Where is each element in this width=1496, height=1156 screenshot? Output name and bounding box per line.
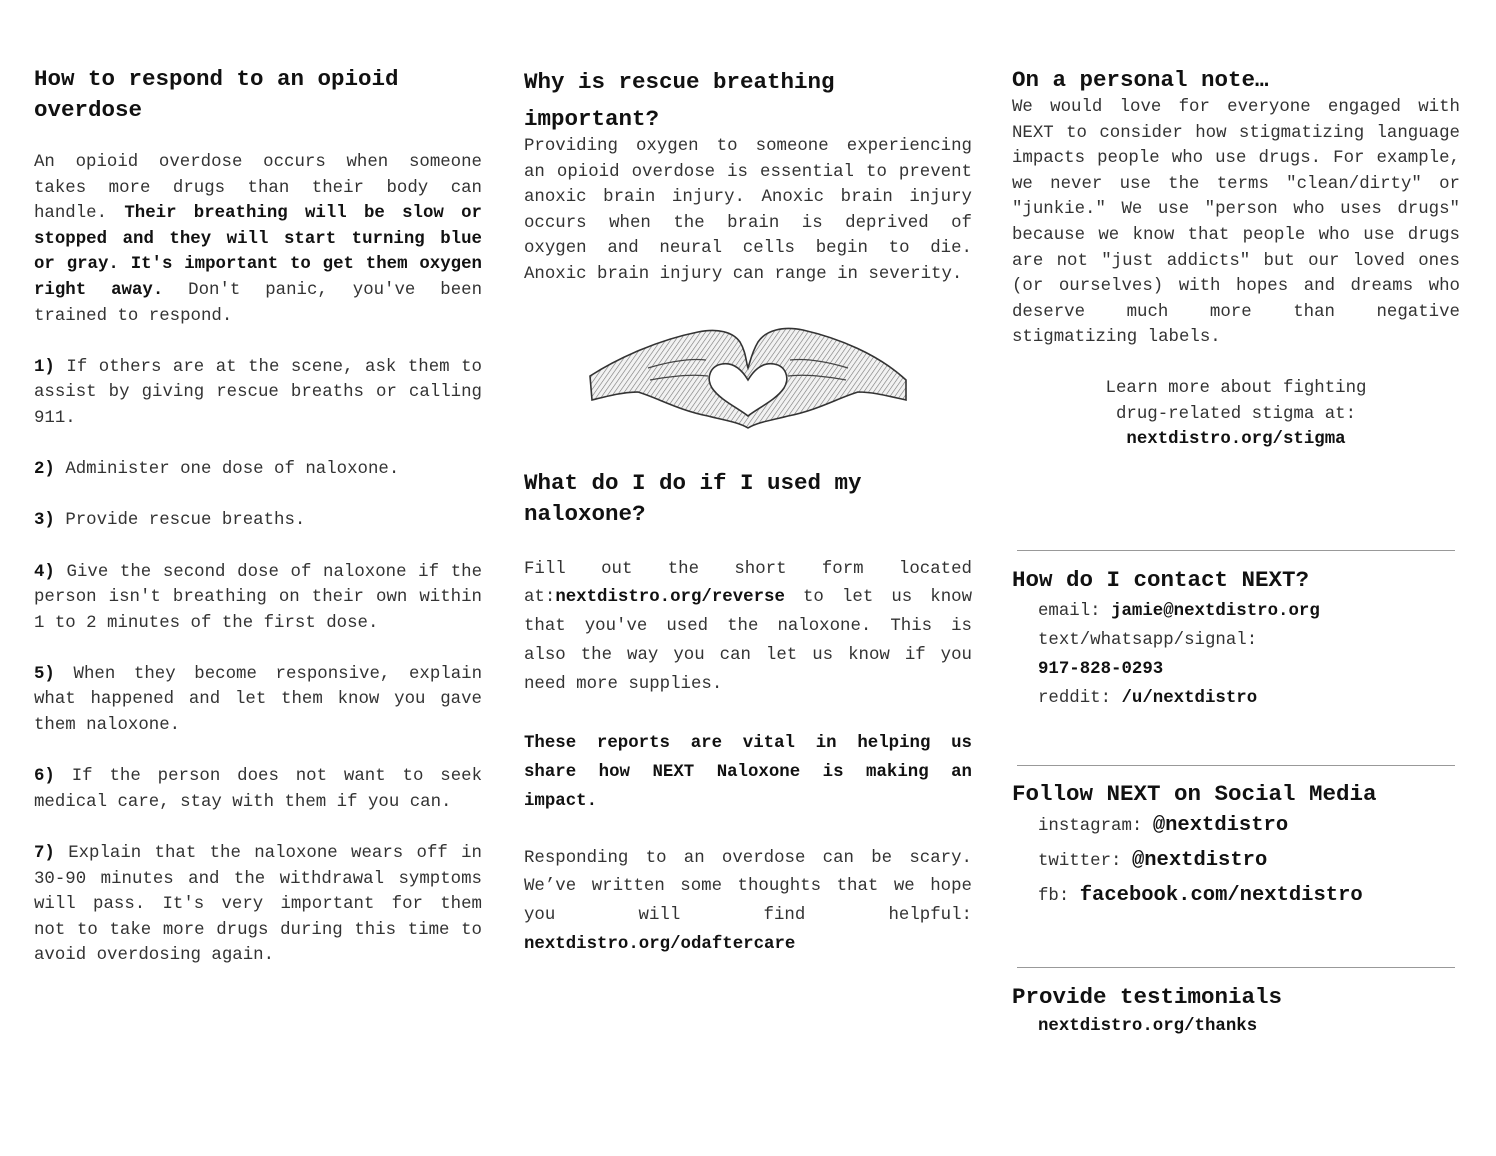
twitter-row	[1038, 844, 1460, 879]
step-number: 7)	[34, 844, 55, 864]
testimonials-section	[1012, 982, 1460, 1041]
personal-note-text: We would love for everyone engaged with NEXT to consider how stigmatizing language impacts people who use drugs. For example, we never use the terms "clean/dirty" or "junkie." We use "person who uses drugs" because we know that people who use drugs are not "just addicts" but our loved ones (or ourselves) with hopes and dreams who deserve much more than negative stigmatizing labels.	[1012, 98, 1460, 348]
reddit-row	[1038, 684, 1460, 713]
step-5	[34, 662, 482, 739]
learn-line-2: drug-related stigma at:	[1115, 404, 1357, 424]
step-number: 6)	[34, 767, 55, 787]
used-text-b: to let us know that you've used the naloxone. This is also the way you can let us know if you need more supplies.	[524, 588, 973, 694]
naloxone-info-column	[524, 64, 972, 960]
divider	[1017, 967, 1455, 968]
rescue-breathing-title: Why is rescue breathing important?	[524, 69, 835, 132]
overdose-response-column	[34, 64, 482, 969]
contact-column	[1012, 64, 1460, 453]
divider	[1017, 550, 1455, 551]
intro-bold: Their breathing will be slow or stopped and they will start turning blue or gray. It's important to get them oxygen right away.	[34, 204, 482, 300]
reddit-link[interactable]: /u/nextdistro	[1121, 689, 1258, 708]
step-text: Administer one dose of naloxone.	[65, 460, 400, 480]
twitter-label: twitter:	[1038, 852, 1122, 871]
intro-plain: An opioid overdose occurs when someone takes more drugs than their body can handle.	[34, 153, 482, 224]
step-text: If the person does not want to seek medical care, stay with them if you can.	[34, 767, 483, 812]
step-text: Explain that the naloxone wears off in 30-90 minutes and the withdrawal symptoms will pass. It's very important for them not to take more drugs during this time to avoid overdosing again.	[34, 844, 482, 966]
intro-tail: Don't panic, you've been trained to respond.	[34, 280, 483, 326]
fb-label: fb:	[1038, 887, 1070, 906]
step-7	[34, 841, 482, 969]
step-2	[34, 457, 482, 483]
heart-hands-icon	[588, 318, 910, 430]
step-number: 5)	[34, 664, 55, 684]
overdose-intro	[34, 150, 482, 329]
social-section	[1012, 779, 1460, 914]
divider	[1017, 765, 1455, 766]
text-label: text/whatsapp/signal:	[1038, 631, 1258, 650]
email-link[interactable]: jamie@nextdistro.org	[1111, 602, 1320, 621]
reverse-link[interactable]: nextdistro.org/reverse	[555, 588, 785, 608]
testimonials-link[interactable]: nextdistro.org/thanks	[1038, 1017, 1258, 1036]
heart-hands-illustration	[588, 318, 910, 430]
personal-note-title: On a personal note…	[1012, 67, 1269, 93]
social-list	[1038, 809, 1460, 914]
instagram-label: instagram:	[1038, 817, 1143, 836]
testimonials-row	[1038, 1012, 1460, 1041]
step-number: 1)	[34, 357, 55, 377]
testimonials-title: Provide testimonials	[1012, 984, 1283, 1010]
text-row	[1038, 626, 1460, 655]
social-title: Follow NEXT on Social Media	[1012, 781, 1377, 807]
contact-section	[1012, 565, 1460, 713]
step-text: If others are at the scene, ask them to assist by giving rescue breaths or calling 911.	[34, 357, 482, 428]
twitter-link[interactable]: @nextdistro	[1131, 849, 1268, 872]
step-6	[34, 764, 482, 815]
step-number: 3)	[34, 511, 55, 531]
reports-bold: These reports are vital in helping us share how NEXT Naloxone is making an impact.	[524, 733, 972, 811]
phone-number[interactable]: 917-828-0293	[1038, 660, 1164, 679]
instagram-link[interactable]: @nextdistro	[1152, 814, 1289, 837]
step-text: Provide rescue breaths.	[65, 511, 306, 531]
step-number: 4)	[34, 562, 55, 582]
step-3	[34, 508, 482, 534]
used-naloxone-text	[524, 556, 972, 700]
overdose-response-title: How to respond to an opioid overdose	[34, 66, 399, 123]
phone-row	[1038, 655, 1460, 684]
aftercare-link[interactable]: nextdistro.org/odaftercare	[524, 934, 796, 954]
used-naloxone-title: What do I do if I used my naloxone?	[524, 469, 862, 527]
contact-title: How do I contact NEXT?	[1012, 567, 1310, 593]
step-text: When they become responsive, explain what happened and let them know you gave them naloxone.	[34, 664, 483, 736]
step-text: Give the second dose of naloxone if the person isn't breathing on their own within 1 to 2 minutes of the first dose.	[34, 562, 483, 633]
step-1	[34, 355, 482, 432]
email-label: email:	[1038, 602, 1101, 621]
instagram-row	[1038, 809, 1460, 844]
stigma-learn-more	[1012, 376, 1460, 453]
aftercare-text	[524, 845, 972, 960]
step-number: 2)	[34, 460, 55, 480]
rescue-breathing-text: Providing oxygen to someone experiencing an opioid overdose is essential to prevent anoxic brain injury. Anoxic brain injury occurs when the brain is deprived of oxygen and neural cells begin to die. Anoxic brain injury can range in severity.	[524, 137, 972, 284]
reports-bold-text	[524, 729, 972, 816]
contact-list	[1038, 597, 1460, 713]
facebook-row	[1038, 879, 1460, 914]
used-text-a: Fill out the short form located at:	[524, 559, 972, 608]
reddit-label: reddit:	[1038, 689, 1112, 708]
facebook-link[interactable]: facebook.com/nextdistro	[1079, 884, 1363, 907]
email-row	[1038, 597, 1460, 626]
step-4	[34, 560, 482, 637]
stigma-link[interactable]: nextdistro.org/stigma	[1126, 430, 1346, 450]
learn-line-1: Learn more about fighting	[1105, 378, 1367, 398]
aftercare-copy: Responding to an overdose can be scary. We’ve written some thoughts that we hope you will find helpful:	[524, 848, 972, 926]
